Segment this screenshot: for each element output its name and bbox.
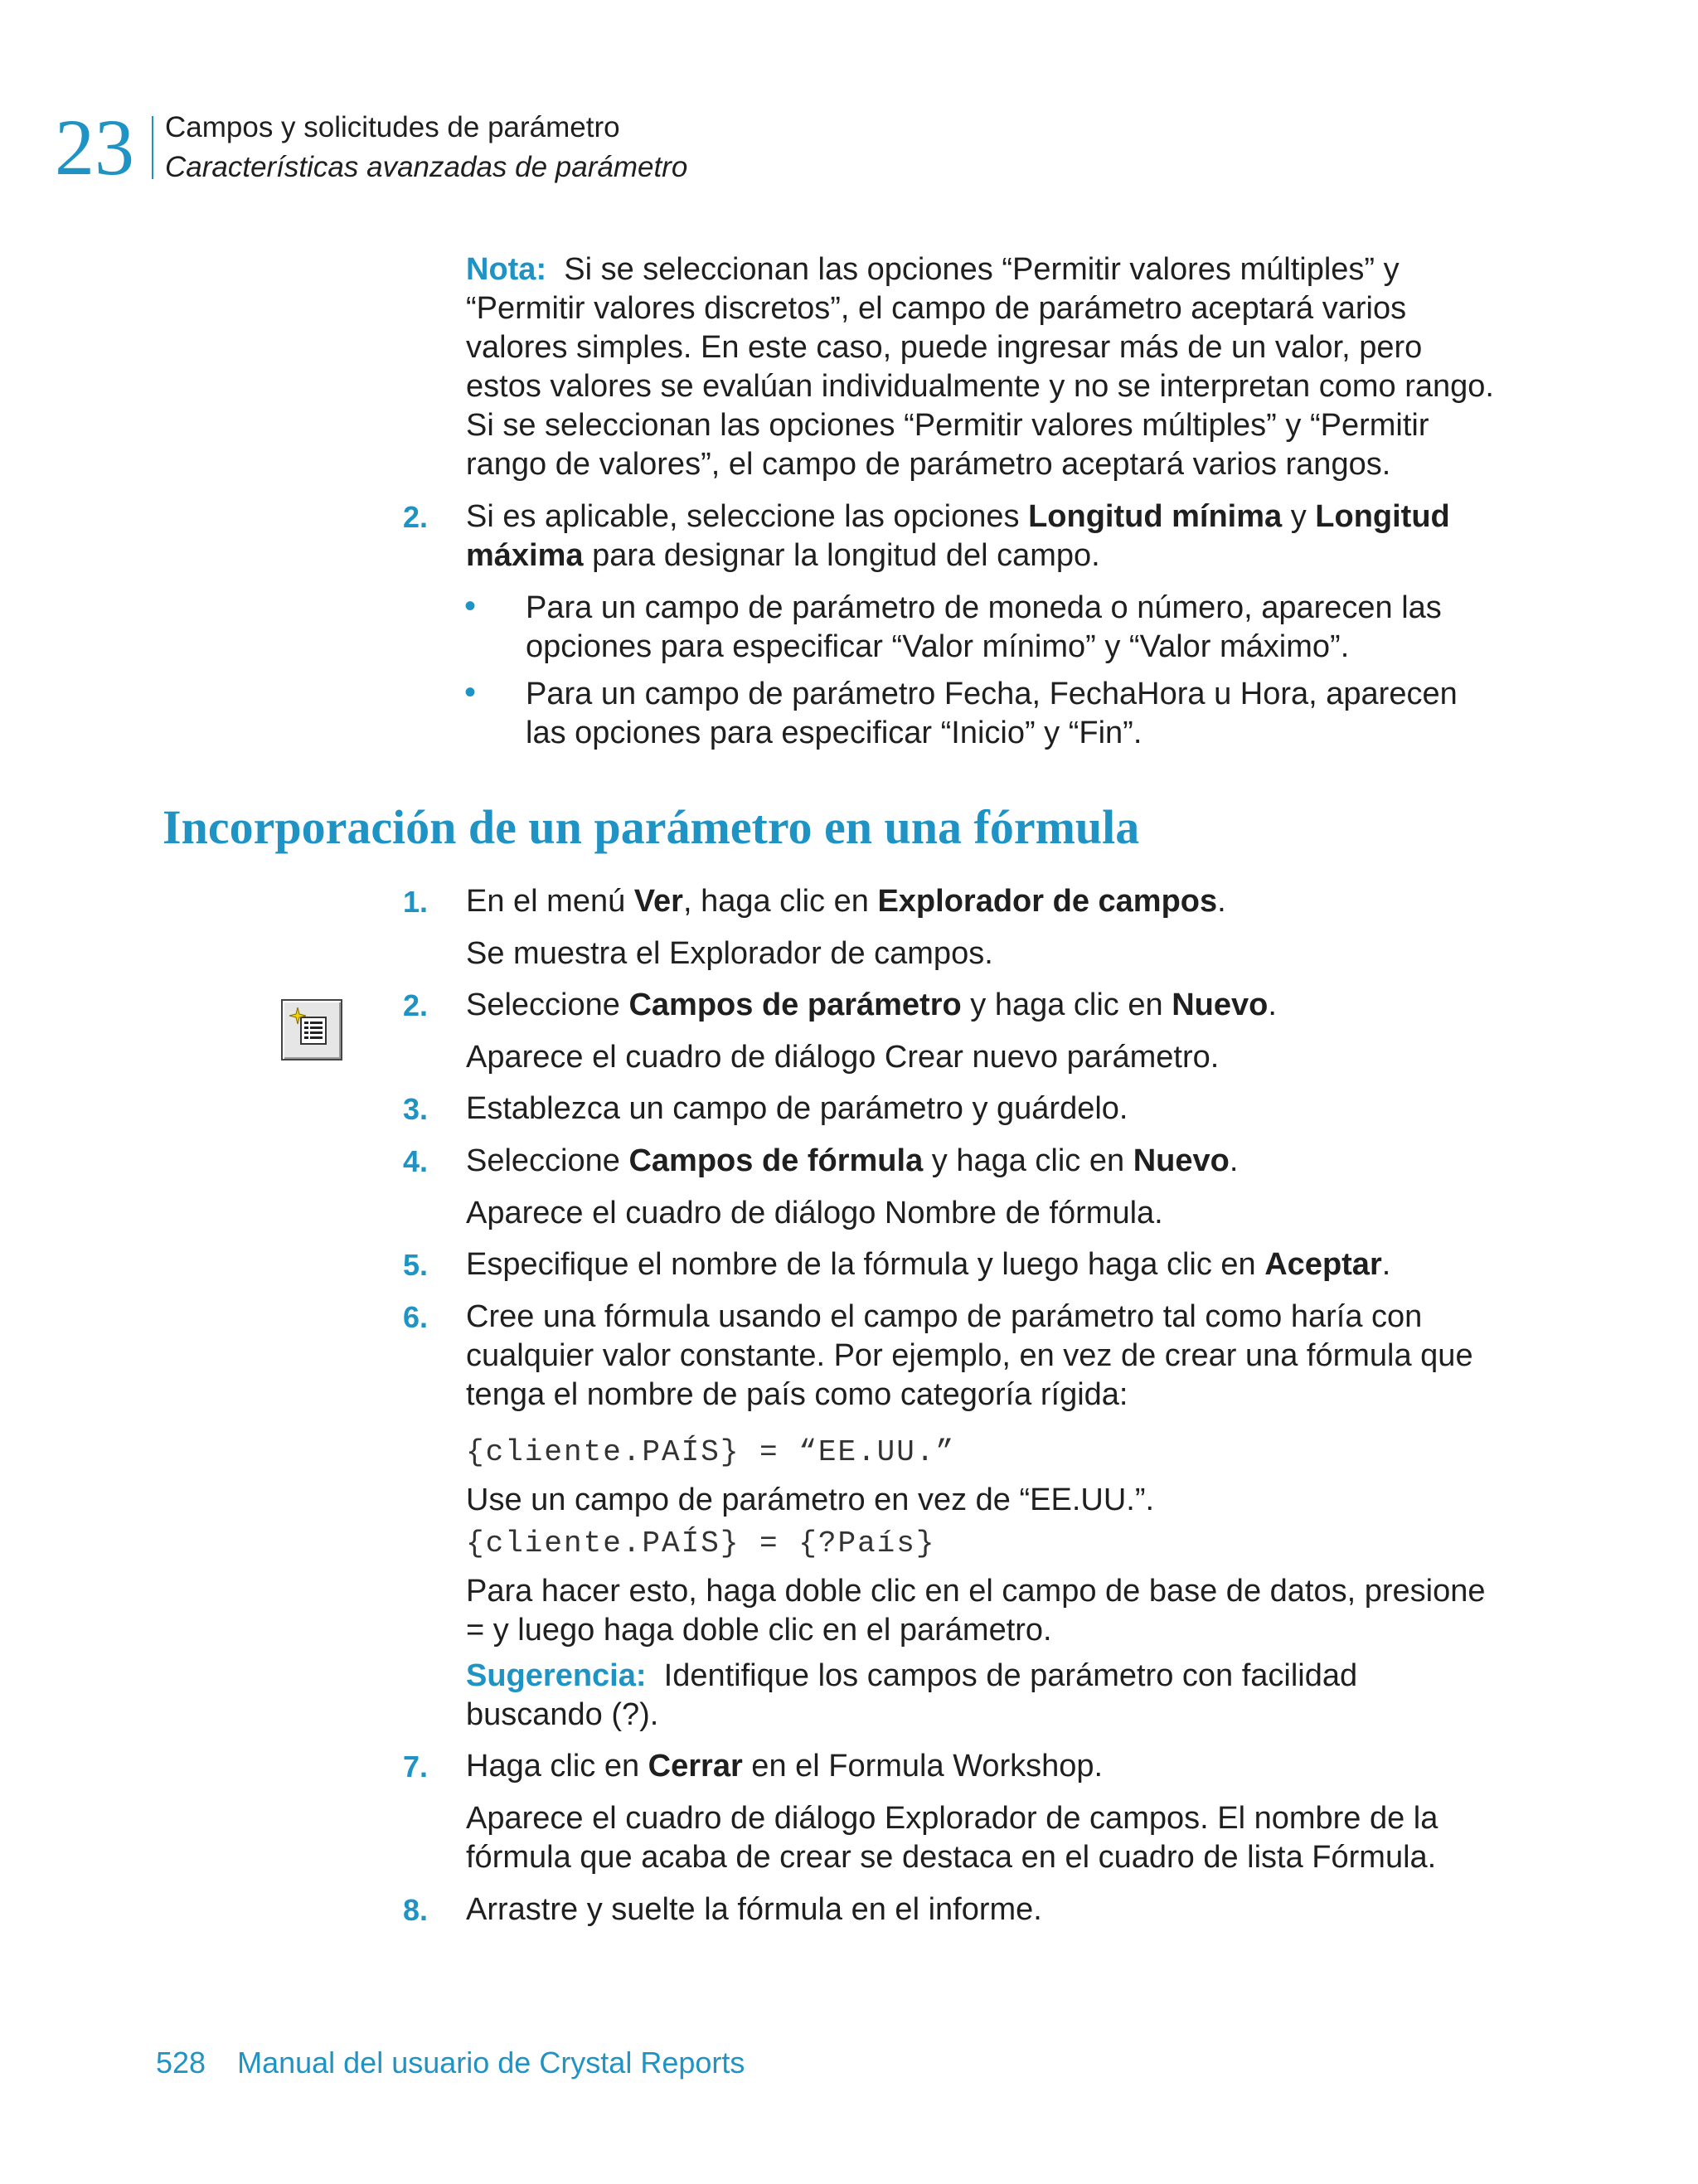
note [466, 250, 1511, 484]
footer [156, 2045, 745, 2081]
list-item: Para un campo de parámetro Fecha, FechaHora u Hora, aparecen las opciones para especificar “Inicio” y “Fin”. [526, 677, 1458, 750]
note-line: “Permitir valores discretos”, el campo de parámetro aceptará varios [466, 291, 1407, 326]
chapter-number: 23 [55, 103, 134, 192]
step-text: Cree una fórmula usando el campo de parámetro tal como haría con cualquier valor constante. Por ejemplo, en vez de crear una fórmula que tenga el nombre de país como categoría rígida: [466, 1299, 1473, 1412]
list-item: Para un campo de parámetro de moneda o número, aparecen las opciones para especificar “Valor mínimo” y “Valor máximo”. [526, 590, 1442, 664]
step-result: Aparece el cuadro de diálogo Explorador de campos. El nombre de la fórmula que acaba de crear se destaca en el cuadro de lista Fórmula. [466, 1801, 1438, 1875]
step-number: 5. [403, 1248, 429, 1282]
step-number: 2. [403, 988, 429, 1022]
footer-title: Manual del usuario de Crystal Reports [237, 2046, 745, 2080]
step-number: 7. [403, 1750, 429, 1784]
step-text: Para hacer esto, haga doble clic en el campo de base de datos, presione = y luego haga doble clic en el parámetro. [466, 1574, 1486, 1648]
step-number: 6. [403, 1300, 429, 1334]
step-number: 4. [403, 1144, 429, 1178]
note-line: Si se seleccionan las opciones “Permitir valores múltiples” y [564, 252, 1400, 287]
page-number: 528 [156, 2046, 206, 2080]
header-divider [152, 116, 153, 179]
note-line: Si se seleccionan las opciones “Permitir valores múltiples” y “Permitir [466, 408, 1429, 443]
step-result: Se muestra el Explorador de campos. [466, 936, 993, 971]
note-line: estos valores se evalúan individualmente y no se interpretan como rango. [466, 369, 1494, 404]
note-line: rango de valores”, el campo de parámetro aceptará varios rangos. [466, 447, 1391, 482]
tip-label: Sugerencia: [466, 1658, 647, 1693]
step-result: Aparece el cuadro de diálogo Crear nuevo parámetro. [466, 1040, 1220, 1075]
step-text: En el menú Ver, haga clic en Explorador de campos. [466, 884, 1226, 919]
step-text: Establezca un campo de parámetro y guárdelo. [466, 1091, 1128, 1126]
bullet-icon: • [464, 588, 477, 624]
step-text: Si es aplicable, seleccione las opciones Longitud mínima y Longitud máxima para designar la longitud del campo. [466, 499, 1450, 573]
new-field-icon [281, 999, 342, 1060]
code-sample: {cliente.PAÍS} = {?País} [466, 1526, 936, 1560]
step-text: Seleccione Campos de parámetro y haga clic en Nuevo. [466, 988, 1277, 1022]
step-text: Seleccione Campos de fórmula y haga clic en Nuevo. [466, 1143, 1239, 1178]
step-result: Aparece el cuadro de diálogo Nombre de fórmula. [466, 1196, 1163, 1230]
chapter-title: Campos y solicitudes de parámetro [165, 111, 620, 143]
section-title: Características avanzadas de parámetro [165, 151, 688, 183]
step-number: 2. [403, 500, 429, 534]
step-text: Arrastre y suelte la fórmula en el informe. [466, 1892, 1042, 1927]
step-number: 1. [403, 885, 429, 919]
note-line: valores simples. En este caso, puede ingresar más de un valor, pero [466, 330, 1423, 365]
note-label: Nota: [466, 252, 547, 287]
step-text: Use un campo de parámetro en vez de “EE.UU.”. [466, 1483, 1155, 1517]
bullet-icon: • [464, 674, 477, 711]
step-number: 3. [403, 1092, 429, 1126]
step-text: Especifique el nombre de la fórmula y luego haga clic en Aceptar. [466, 1247, 1391, 1282]
code-sample: {cliente.PAÍS} = “EE.UU.” [466, 1435, 956, 1469]
tip: Sugerencia: Identifique los campos de parámetro con facilidad buscando (?). [466, 1658, 1358, 1732]
step-text: Haga clic en Cerrar en el Formula Workshop. [466, 1749, 1104, 1784]
step-number: 8. [403, 1893, 429, 1927]
section-heading: Incorporación de un parámetro en una fórmula [163, 800, 1140, 854]
